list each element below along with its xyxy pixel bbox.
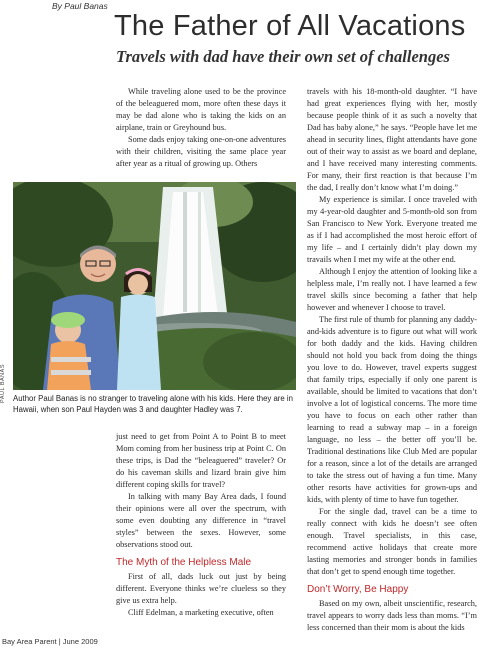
article-column-left-bottom — [116, 431, 286, 619]
paragraph: My experience is similar. I once traveled with my 4-year-old daughter and 5-month-old son from San Francisco to New York. Everyone treated me as if I had accomplished the most heroic effort of my life – and I certainly didn’t play down my travails when I met my wife at the other end. — [307, 195, 477, 264]
paragraph: While traveling alone used to be the province of the beleaguered mom, more often these days it may be dad alone who is taking the kids on an airplane, train or Greyhound bus. — [116, 87, 286, 132]
paragraph: just need to get from Point A to Point B to meet Mom coming from her business trip at Point C. On these trips, is Dad the “beleaguered” traveler? Or do his caveman skills and lizard brain give him different coping skills for travel? — [116, 432, 286, 489]
article-column-right — [307, 86, 477, 634]
photo-illustration — [13, 182, 296, 390]
publication-name: Bay Area Parent — [2, 637, 57, 646]
paragraph: Based on my own, albeit unscientific, research, travel appears to worry dads less than moms. “I’m less concerned than their mom is about the kids — [307, 599, 477, 632]
paragraph: Cliff Edelman, a marketing executive, often — [128, 608, 274, 617]
article-title: The Father of All Vacations — [114, 10, 466, 42]
article-column-left-top — [116, 86, 286, 170]
paragraph: Some dads enjoy taking one-on-one adventures with their children, visiting the same place year after year as a ritual of growing up. Others — [116, 135, 286, 168]
issue-date: June 2009 — [62, 637, 98, 646]
paragraph: In talking with many Bay Area dads, I found their opinions were all over the spectrum, with some even doubting any difference in “travel styles” between the sexes. However, some observations stood out. — [116, 492, 286, 549]
paragraph: First of all, dads luck out just by being different. Everyone thinks we’re clueless so they give us extra help. — [116, 572, 286, 605]
family-photo — [13, 182, 296, 390]
page-footer — [2, 637, 98, 646]
paragraph: The first rule of thumb for planning any daddy-and-kids adventure is to figure out what will work for both daddy and the kids. Having children should not hold you back from doing the things you love to do. However, travel experts suggest that family trips, especially if only one parent is available, should be limited to vacations that don’t involve a lot of logistical concerns. The more time you have to focus on each other rather than learning to read a subway map – in a foreign language, no less – the better off you’ll be. Traditional destinations like Club Med are popular for a reason, since a lot of the details are arranged to take the stress out of having a fun time. Many other resorts have activities for grown-ups and kids, with plenty of time to have fun together. — [307, 315, 477, 504]
paragraph: travels with his 18-month-old daughter. “I have had great experiences flying with her, mostly because people think of it as such a novelty that Dad has baby alone,” he says. “People have let me ahead in security lines, flight attendants have gone out of their way to assist as we board and deplane, and I have received many interesting comments. For many, their first reaction is that because I’m the dad, I really don’t know what I’m doing.” — [307, 87, 477, 192]
footer-separator: | — [58, 637, 61, 646]
photo-credit: PAUL BANAS — [0, 364, 6, 403]
article-subtitle: Travels with dad have their own set of challenges — [116, 47, 450, 66]
paragraph: Although I enjoy the attention of looking like a helpless male, I’m really not. I have learned a few travel skills since becoming a father that help however and whenever I choose to travel. — [307, 267, 477, 312]
photo-caption: Author Paul Banas is no stranger to traveling alone with his kids. Here they are in Hawaii, when son Paul Hayden was 3 and daughter Hadley was 7. — [13, 394, 293, 414]
section-heading: Don’t Worry, Be Happy — [307, 584, 409, 595]
paragraph: For the single dad, travel can be a time to really connect with kids he doesn’t see often enough. Travel specialists, in this case, recommend active holidays that create more lasting memories and stronger bonds in families that don’t get to spend enough time together. — [307, 507, 477, 576]
byline: By Paul Banas — [52, 1, 108, 11]
section-heading: The Myth of the Helpless Male — [116, 557, 252, 568]
